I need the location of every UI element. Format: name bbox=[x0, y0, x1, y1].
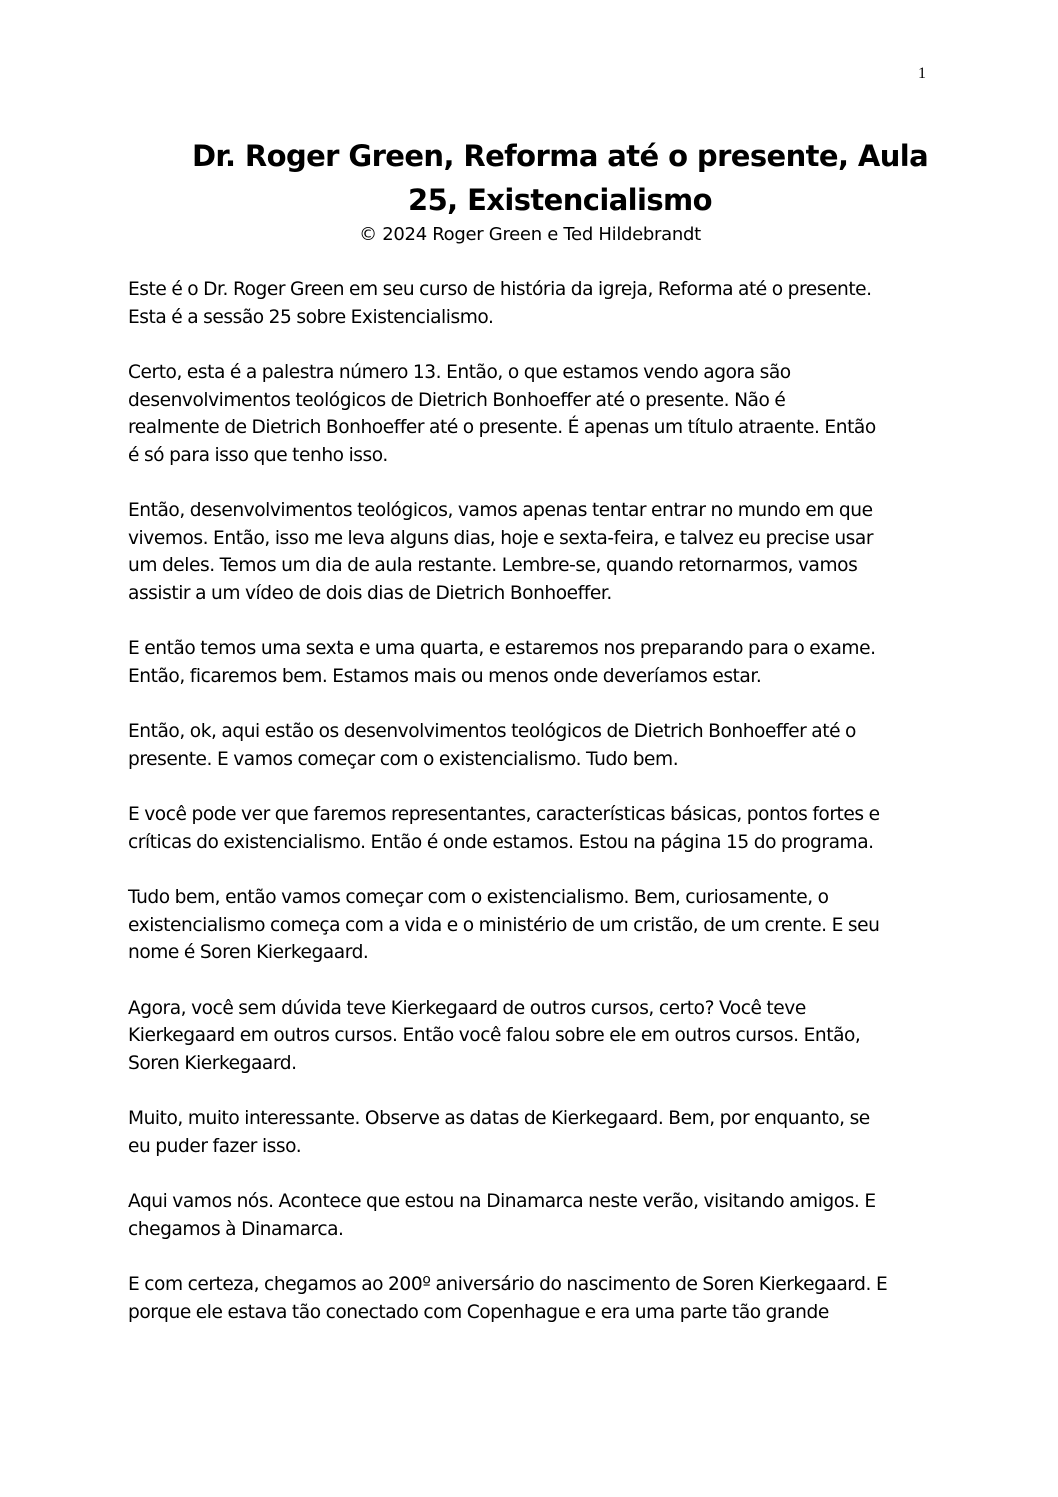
text-line: existencialismo começa com a vida e o ministério de um cristão, de um crente. E seu bbox=[128, 914, 880, 936]
text-line: E com certeza, chegamos ao 200º aniversário do nascimento de Soren Kierkegaard. E bbox=[128, 1274, 888, 1295]
text-line: desenvolvimentos teológicos de Dietrich Bonhoeffer até o presente. Não é bbox=[128, 389, 786, 411]
text-line: vivemos. Então, isso me leva alguns dias, hoje e sexta-feira, e talvez eu precise usar bbox=[128, 527, 874, 549]
text-line: Este é o Dr. Roger Green em seu curso de história da igreja, Reforma até o presente. bbox=[128, 279, 872, 300]
paragraph bbox=[128, 884, 938, 967]
paragraph bbox=[128, 995, 938, 1078]
text-line: assistir a um vídeo de dois dias de Dietrich Bonhoeffer. bbox=[128, 582, 612, 604]
title-line: 25, Existencialismo bbox=[408, 183, 712, 217]
copyright-notice: © 2024 Roger Green e Ted Hildebrandt bbox=[359, 224, 701, 245]
text-line: Esta é a sessão 25 sobre Existencialismo. bbox=[128, 306, 494, 328]
paragraph bbox=[128, 801, 938, 856]
paragraph bbox=[128, 635, 938, 690]
text-line: Então, desenvolvimentos teológicos, vamos apenas tentar entrar no mundo em que bbox=[128, 500, 873, 521]
text-line: realmente de Dietrich Bonhoeffer até o presente. É apenas um título atraente. Então bbox=[128, 417, 876, 438]
text-line: é só para isso que tenho isso. bbox=[128, 444, 388, 466]
page-number: 1 bbox=[918, 65, 926, 82]
text-line: Muito, muito interessante. Observe as datas de Kierkegaard. Bem, por enquanto, se bbox=[128, 1108, 870, 1129]
paragraph bbox=[128, 1105, 938, 1160]
text-line: eu puder fazer isso. bbox=[128, 1135, 302, 1157]
text-line: Tudo bem, então vamos começar com o existencialismo. Bem, curiosamente, o bbox=[128, 887, 829, 908]
text-line: Kierkegaard em outros cursos. Então você falou sobre ele em outros cursos. Então, bbox=[128, 1025, 861, 1046]
paragraph bbox=[128, 359, 938, 469]
text-line: Então, ficaremos bem. Estamos mais ou menos onde deveríamos estar. bbox=[128, 665, 762, 687]
document-body bbox=[128, 276, 938, 1354]
text-line: presente. E vamos começar com o existencialismo. Tudo bem. bbox=[128, 748, 679, 770]
text-line: E você pode ver que faremos representantes, características básicas, pontos fortes e bbox=[128, 804, 880, 825]
text-line: Agora, você sem dúvida teve Kierkegaard de outros cursos, certo? Você teve bbox=[128, 997, 806, 1019]
text-line: Aqui vamos nós. Acontece que estou na Dinamarca neste verão, visitando amigos. E bbox=[128, 1191, 876, 1212]
paragraph bbox=[128, 718, 938, 773]
text-line: Então, ok, aqui estão os desenvolvimentos teológicos de Dietrich Bonhoeffer até o bbox=[128, 721, 856, 742]
paragraph bbox=[128, 1188, 938, 1243]
paragraph bbox=[128, 1271, 938, 1326]
text-line: Certo, esta é a palestra número 13. Então, o que estamos vendo agora são bbox=[128, 362, 791, 383]
text-line: porque ele estava tão conectado com Copenhague e era uma parte tão grande bbox=[128, 1301, 829, 1323]
text-line: um deles. Temos um dia de aula restante. Lembre-se, quando retornarmos, vamos bbox=[128, 555, 858, 576]
text-line: E então temos uma sexta e uma quarta, e estaremos nos preparando para o exame. bbox=[128, 638, 876, 659]
paragraph bbox=[128, 276, 938, 331]
text-line: nome é Soren Kierkegaard. bbox=[128, 942, 369, 963]
text-line: críticas do existencialismo. Então é onde estamos. Estou na página 15 do programa. bbox=[128, 831, 874, 853]
text-line: Soren Kierkegaard. bbox=[128, 1052, 297, 1074]
title-line: Dr. Roger Green, Reforma até o presente, Aula bbox=[191, 139, 929, 173]
paragraph bbox=[128, 497, 938, 607]
text-line: chegamos à Dinamarca. bbox=[128, 1218, 344, 1240]
document-title bbox=[180, 134, 940, 222]
